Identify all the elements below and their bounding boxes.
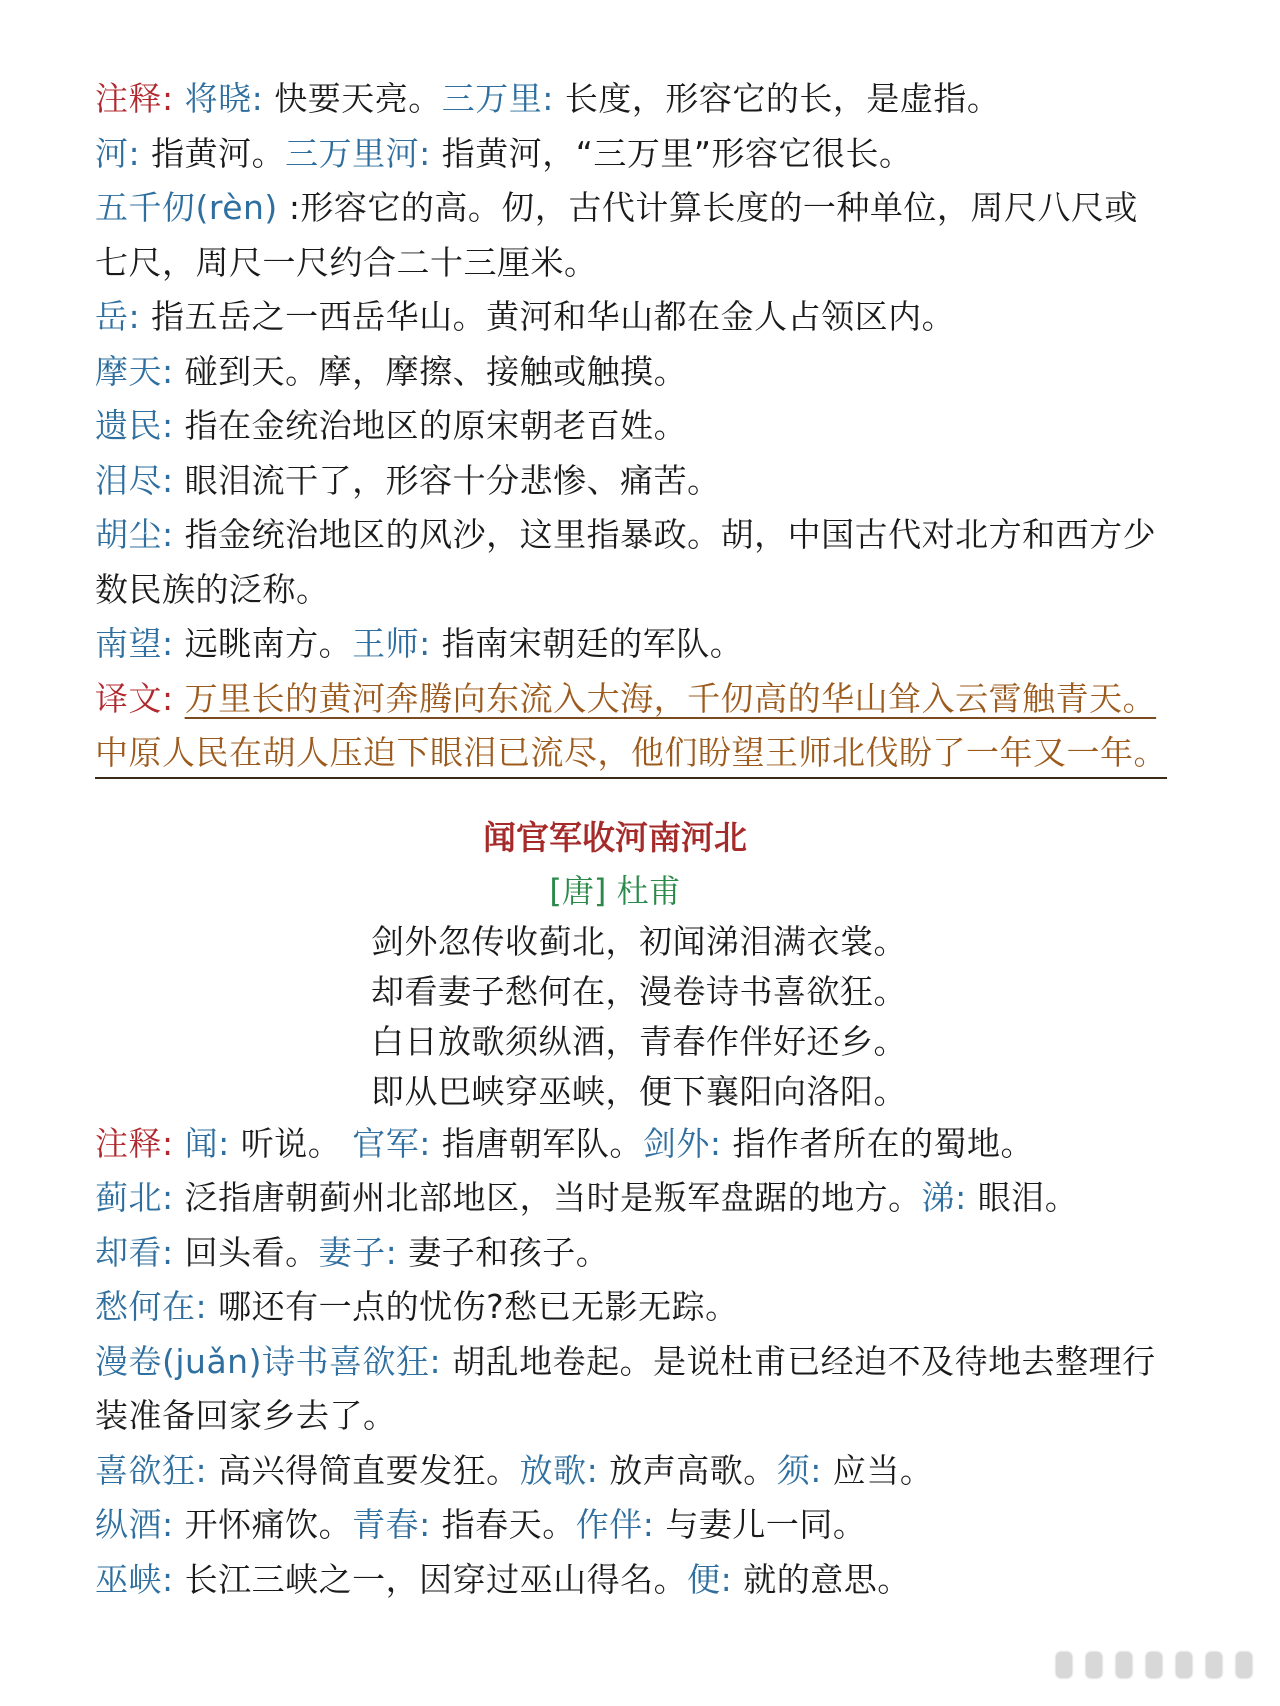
term: 涕:: [921, 1178, 967, 1217]
translation-row-continued: [95, 726, 1205, 781]
note-row: [95, 1553, 1205, 1608]
definition: 高兴得简直要发狂。: [218, 1450, 520, 1490]
definition: 回头看。: [184, 1232, 319, 1272]
definition: 指在金统治地区的原宋朝老百姓。: [184, 406, 688, 445]
term: 放歌:: [519, 1450, 599, 1490]
term: 须:: [776, 1450, 822, 1490]
note-row-continued: [95, 236, 1205, 291]
term: 愁何在:: [95, 1287, 208, 1326]
definition: 胡乱地卷起。是说杜甫已经迫不及待地去整理行: [452, 1341, 1156, 1381]
term: 便:: [687, 1559, 733, 1599]
document-page: [95, 72, 1205, 1607]
definition: 七尺，周尺一尺约合二十三厘米。: [95, 242, 598, 282]
definition: 指南宋朝廷的军队。: [441, 624, 744, 663]
term: 官军:: [352, 1123, 431, 1163]
poem-title: 闻官军收河南河北: [483, 817, 747, 857]
page-indicator-dot: [1206, 1652, 1222, 1678]
definition: 听说。: [240, 1123, 342, 1163]
note-row: [95, 617, 1205, 672]
definition: 应当。: [832, 1450, 934, 1490]
term: 漫卷(juǎn)诗书喜欲狂:: [95, 1341, 442, 1381]
definition: 指作者所在的蜀地。: [732, 1123, 1034, 1163]
page-indicator-dot: [1116, 1652, 1132, 1678]
term: 岳:: [95, 297, 141, 336]
definition: 长江三峡之一，因穿过巫山得名。: [184, 1559, 688, 1599]
note-row: [95, 1226, 1205, 1281]
definition: 远眺南方。: [184, 624, 353, 663]
term: 青春:: [352, 1505, 431, 1544]
definition: 与妻儿一同。: [665, 1505, 867, 1544]
term: 闻:: [184, 1123, 230, 1163]
definition: 指春天。: [441, 1505, 576, 1544]
definition: 指黄河，“三万里”形容它很长。: [441, 133, 913, 173]
definition: 眼泪。: [977, 1178, 1079, 1217]
term: 摩天:: [95, 351, 174, 391]
definition: 泛指唐朝蓟州北部地区，当时是叛军盘踞的地方。: [184, 1178, 922, 1217]
note-row-continued: [95, 563, 1205, 618]
translation-text: 中原人民在胡人压迫下眼泪已流尽，他们盼望王师北伐盼了一年又一年。: [95, 731, 1167, 779]
term: 泪尽:: [95, 460, 174, 500]
term: 遗民:: [95, 406, 174, 445]
definition: 指黄河。: [151, 133, 286, 173]
translation-text: 万里长的黄河奔腾向东流入大海，千仞高的华山耸入云霄触青天。: [184, 678, 1157, 718]
page-indicator-dot: [1056, 1652, 1072, 1678]
term: 三万里河:: [285, 133, 431, 173]
term: 南望:: [95, 624, 174, 663]
definition: 指五岳之一西岳华山。黄河和华山都在金人占领区内。: [151, 297, 956, 336]
term: 胡尘:: [95, 515, 174, 554]
poem-line: 即从巴峡穿巫峡，便下襄阳向洛阳。: [371, 1071, 907, 1111]
note-row: [95, 72, 1205, 127]
definition: 快要天亮。: [274, 79, 442, 118]
term: 巫峡:: [95, 1559, 174, 1599]
term: 王师:: [352, 624, 431, 663]
note-label: 注释:: [95, 79, 174, 118]
definition: :形容它的高。仞，古代计算长度的一种单位，周尺八尺或: [288, 188, 1138, 227]
definition: 长度，形容它的长，是虚指。: [564, 79, 1001, 118]
term: 喜欲狂:: [95, 1450, 208, 1490]
term: 蓟北:: [95, 1178, 174, 1217]
poem-line: 白日放歌须纵酒，青春作伴好还乡。: [371, 1021, 907, 1061]
definition: 装准备回家乡去了。: [95, 1396, 397, 1435]
translation-row: [95, 672, 1205, 727]
term: 却看:: [95, 1232, 174, 1272]
poem-author: [唐] 杜甫: [549, 871, 681, 910]
term: 将晓:: [184, 79, 264, 118]
note-row: [95, 1444, 1205, 1499]
definition: 指金统治地区的风沙，这里指暴政。胡，中国古代对北方和西方少: [184, 515, 1157, 554]
term: 五千仞(rèn): [95, 188, 278, 227]
page-indicator-dot: [1236, 1652, 1252, 1678]
note-row-continued: [95, 1389, 1205, 1444]
note-row: [95, 345, 1205, 400]
note-row: [95, 1117, 1205, 1172]
page-indicator-dot: [1176, 1652, 1192, 1678]
note-label: 注释:: [95, 1123, 174, 1163]
definition: 放声高歌。: [609, 1450, 777, 1490]
note-row: [95, 181, 1205, 236]
term: 纵酒:: [95, 1505, 174, 1544]
definition: 妻子和孩子。: [408, 1232, 610, 1272]
note-row: [95, 1335, 1205, 1390]
note-row: [95, 399, 1205, 454]
note-row: [95, 1171, 1205, 1226]
note-row: [95, 1498, 1205, 1553]
term: 河:: [95, 133, 141, 173]
definition: 碰到天。摩，摩擦、接触或触摸。: [184, 351, 688, 391]
page-indicator-dot: [1146, 1652, 1162, 1678]
definition: 数民族的泛称。: [95, 569, 330, 609]
definition: 眼泪流干了，形容十分悲惨、痛苦。: [184, 460, 721, 500]
definition: 哪还有一点的忧伤?愁已无影无踪。: [218, 1287, 739, 1326]
note-row: [95, 454, 1205, 509]
definition: 开怀痛饮。: [184, 1505, 353, 1544]
translation-label: 译文:: [95, 678, 174, 718]
term: 三万里:: [441, 79, 554, 118]
page-indicator-dot: [1086, 1652, 1102, 1678]
term: 作伴:: [575, 1505, 655, 1544]
note-row: [95, 1280, 1205, 1335]
poem-line: 却看妻子愁何在，漫卷诗书喜欲狂。: [371, 971, 907, 1011]
note-row: [95, 290, 1205, 345]
term: 妻子:: [318, 1232, 398, 1272]
definition: 指唐朝军队。: [441, 1123, 643, 1163]
definition: 就的意思。: [743, 1559, 911, 1599]
term: 剑外:: [642, 1123, 722, 1163]
poem-line: 剑外忽传收蓟北，初闻涕泪满衣裳。: [371, 921, 907, 961]
page-indicator: [1056, 1652, 1252, 1678]
note-row: [95, 127, 1205, 182]
note-row: [95, 508, 1205, 563]
